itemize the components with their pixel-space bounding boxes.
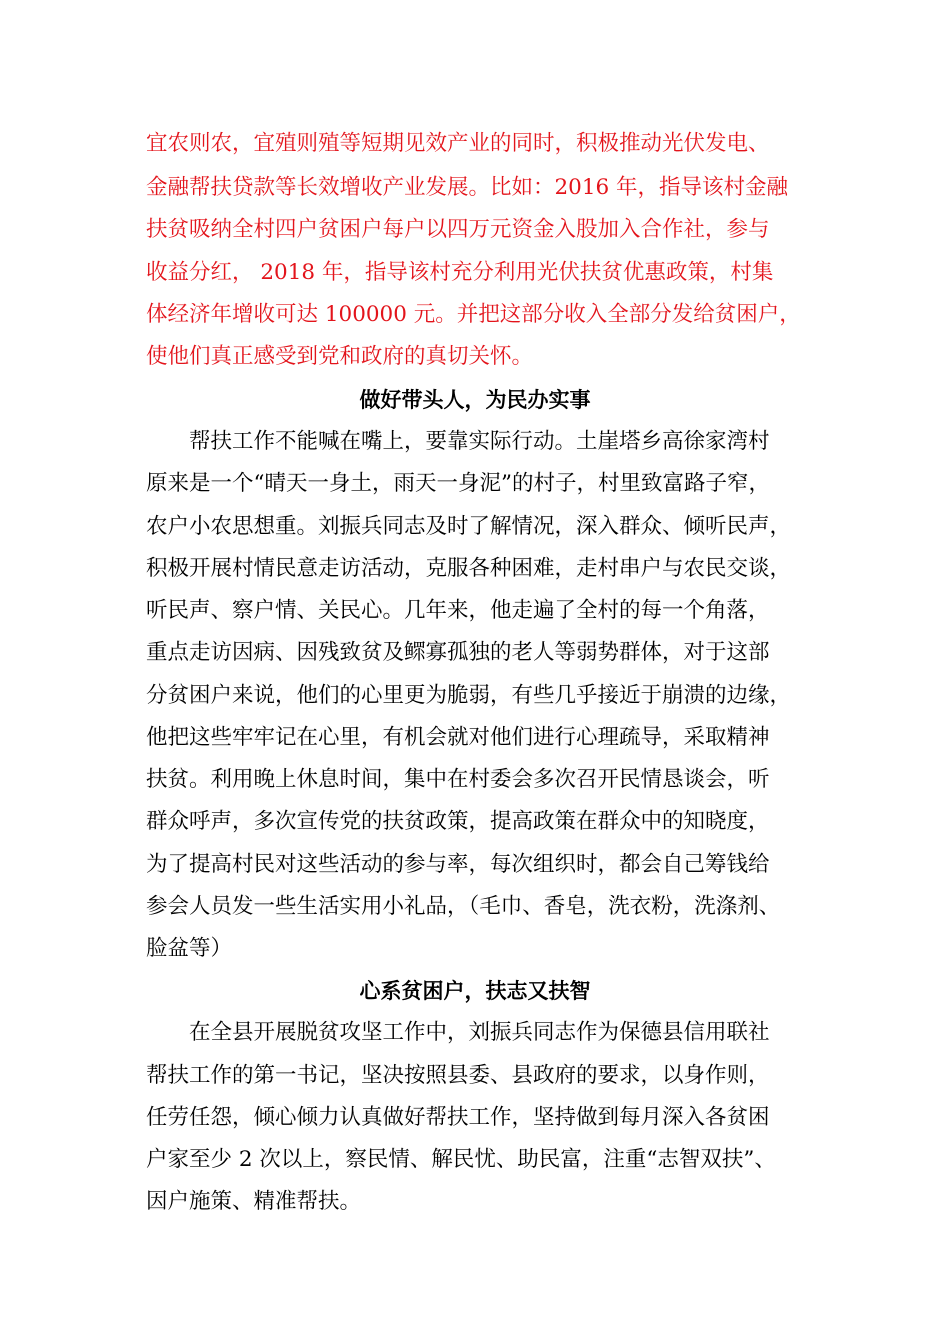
red-paragraph-line: 使他们真正感受到党和政府的真切关怀。 bbox=[146, 344, 534, 369]
paragraph-line: 扶贫。利用晚上休息时间，集中在村委会多次召开民情恳谈会，听 bbox=[146, 767, 770, 792]
paragraph-line: 农户小农思想重。刘振兵同志及时了解情况，深入群众、倾听民声， bbox=[146, 514, 792, 539]
paragraph-line: 帮扶工作不能喊在嘴上，要靠实际行动。土崖塔乡高徐家湾村 bbox=[189, 429, 770, 454]
paragraph-line: 任劳任怨，倾心倾力认真做好帮扶工作，坚持做到每月深入各贫困 bbox=[146, 1105, 770, 1130]
red-paragraph-line: 扶贫吸纳全村四户贫困户每户以四万元资金入股加入合作社，参与 bbox=[146, 217, 770, 242]
paragraph-line: 因户施策、精准帮扶。 bbox=[146, 1189, 362, 1214]
paragraph-line: 原来是一个“晴天一身土，雨天一身泥”的村子，村里致富路子窄， bbox=[146, 471, 770, 496]
paragraph-line: 群众呼声，多次宣传党的扶贫政策，提高政策在群众中的知晓度， bbox=[146, 809, 770, 834]
paragraph-line: 为了提高村民对这些活动的参与率，每次组织时，都会自己筹钱给 bbox=[146, 852, 770, 877]
red-paragraph-line: 体经济年增收可达 100000 元。并把这部分收入全部分发给贫困户， bbox=[146, 302, 801, 327]
paragraph-line: 脸盆等） bbox=[146, 936, 233, 961]
paragraph-line: 参会人员发一些生活实用小礼品，（毛巾、香皂，洗衣粉，洗涤剂、 bbox=[146, 894, 781, 919]
paragraph-line: 听民声、察户情、关民心。几年来，他走遍了全村的每一个角落， bbox=[146, 598, 770, 623]
paragraph-line: 重点走访因病、因残致贫及鳏寡孤独的老人等弱势群体，对于这部 bbox=[146, 640, 770, 665]
paragraph-line: 他把这些牢牢记在心里，有机会就对他们进行心理疏导，采取精神 bbox=[146, 725, 770, 750]
paragraph-line: 积极开展村情民意走访活动，克服各种困难，走村串户与农民交谈， bbox=[146, 556, 792, 581]
paragraph-line: 在全县开展脱贫攻坚工作中，刘振兵同志作为保德县信用联社 bbox=[189, 1020, 770, 1045]
section-heading: 心系贫困户，扶志又扶智 bbox=[359, 979, 591, 1003]
paragraph-line: 帮扶工作的第一书记，坚决按照县委、县政府的要求，以身作则， bbox=[146, 1063, 770, 1088]
red-paragraph-line: 宜农则农，宜殖则殖等短期见效产业的同时，积极推动光伏发电、 bbox=[146, 131, 770, 156]
paragraph-line: 户家至少 2 次以上，察民情、解民忧、助民富，注重“志智双扶”、 bbox=[146, 1147, 776, 1172]
red-paragraph-line: 收益分红， 2018 年，指导该村充分利用光伏扶贫优惠政策，村集 bbox=[146, 260, 774, 285]
paragraph-line: 分贫困户来说，他们的心里更为脆弱，有些几乎接近于崩溃的边缘， bbox=[146, 683, 792, 708]
section-heading: 做好带头人，为民办实事 bbox=[359, 388, 591, 412]
red-paragraph-line: 金融帮扶贷款等长效增收产业发展。比如：2016 年，指导该村金融 bbox=[146, 175, 789, 200]
